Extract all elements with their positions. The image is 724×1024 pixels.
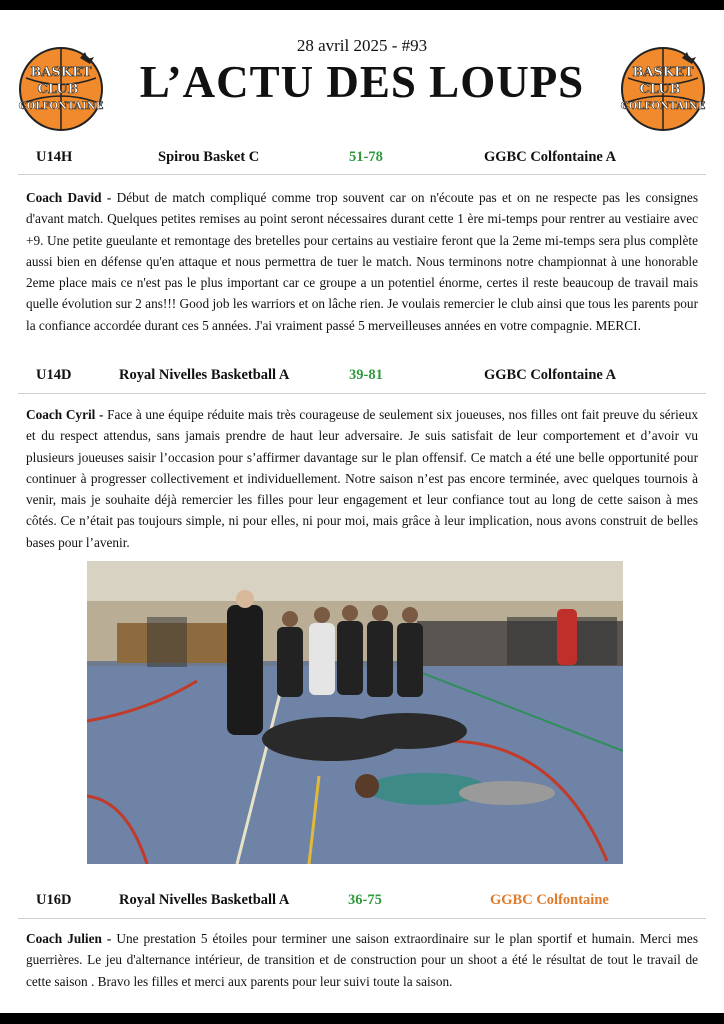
match-row-u14d xyxy=(18,358,706,392)
coach-name: Coach Julien - xyxy=(26,931,112,946)
match-category: U14H xyxy=(36,149,73,165)
match-row-u14h xyxy=(18,140,706,174)
match-score: 36-75 xyxy=(348,892,382,908)
report-text: Début de match compliqué comme trop souvent car on n'écoute pas et on ne respecte pas les consignes d'avant match. Quelques petites remises au point seront nécessaires durant cette 1 ère mi-temps pour rentrer au vestiaire avec +9. Une petite gueulante et remontage des bretelles pour certains au vestiaire feront que la 2eme mi-temps sera plus complète aussi bien en défense qu'en attaque et nous permettra de tuer le match. Nous terminons notre championnat à une honorable 2eme place mais ce n'est pas le plus important car ce groupe a un potentiel énorme, certes il reste beaucoup de travail mais quelle évolution sur 2 ans!!! Good job les warriors et on lâche rien. Je voulais remercier le club ainsi que tous les parents pour la confiance accordée durant ces 5 années. J'ai vraiment passé 5 merveilleuses années en votre compagnie. MERCI. xyxy=(26,190,698,333)
divider xyxy=(18,918,706,919)
match-report-u14h xyxy=(26,187,698,336)
match-score: 39-81 xyxy=(349,367,383,383)
logo-text-basket: BASKET xyxy=(632,65,694,80)
match-report-u14d xyxy=(26,404,698,553)
report-text: Face à une équipe réduite mais très courageuse de seulement six joueuses, nos filles ont fait preuve du sérieux et du respect attendus, sans jamais prendre de haut leur adversaire. Je suis satisfait de leur comportement et d’avoir vu plusieurs joueuses saisir l’occasion pour s’affirmer davantage sur le plan offensif. Ce match a été une belle opportunité pour continuer à progresser collectivement et individuellement. Notre saison n’est pas encore terminée, avec quelques tournois à venir, mais je souhaite déjà remercier les filles pour leur engagement et leur confiance tout au long de cette saison à mes côtés. Ce n’était pas toujours simple, ni pour elles, ni pour moi, mais grâce à leur implication, nous avons construit de belles bases pour l’avenir. xyxy=(26,407,698,550)
match-home-team: Spirou Basket C xyxy=(158,149,260,165)
logo-text-colfontaine: COLFONTAINE xyxy=(18,101,104,112)
match-row-u16d xyxy=(18,883,706,917)
logo-text-basket: BASKET xyxy=(30,65,92,80)
match-away-team: GGBC Colfontaine A xyxy=(484,149,617,165)
divider xyxy=(18,174,706,175)
coach-name: Coach David - xyxy=(26,190,112,205)
logo-text-club: CLUB xyxy=(639,82,681,97)
logo-text-colfontaine: COLFONTAINE xyxy=(620,101,706,112)
newsletter-title: L’ACTU DES LOUPS xyxy=(139,57,585,107)
logo-text-club: CLUB xyxy=(37,82,79,97)
report-text: Une prestation 5 étoiles pour terminer une saison extraordinaire sur le plan sportif et humain. Merci mes guerrières. Le jeu d'alternance intérieur, de transition et de construction pour un shoot a été le résultat de tout le travail de cette saison . Bravo les filles et merci aux parents pour leur suivi toute la saison. xyxy=(26,931,698,989)
match-away-team: GGBC Colfontaine xyxy=(490,892,609,908)
match-home-team: Royal Nivelles Basketball A xyxy=(119,892,290,908)
match-home-team: Royal Nivelles Basketball A xyxy=(119,367,290,383)
match-score: 51-78 xyxy=(349,149,383,165)
match-category: U16D xyxy=(36,892,72,908)
issue-date: 28 avril 2025 - #93 xyxy=(296,36,428,55)
coach-name: Coach Cyril - xyxy=(26,407,104,422)
match-away-team: GGBC Colfontaine A xyxy=(484,367,617,383)
match-category: U14D xyxy=(36,367,72,383)
team-photo xyxy=(87,561,623,864)
newsletter-page xyxy=(0,10,724,1013)
divider xyxy=(18,393,706,394)
match-report-u16d xyxy=(26,928,698,992)
